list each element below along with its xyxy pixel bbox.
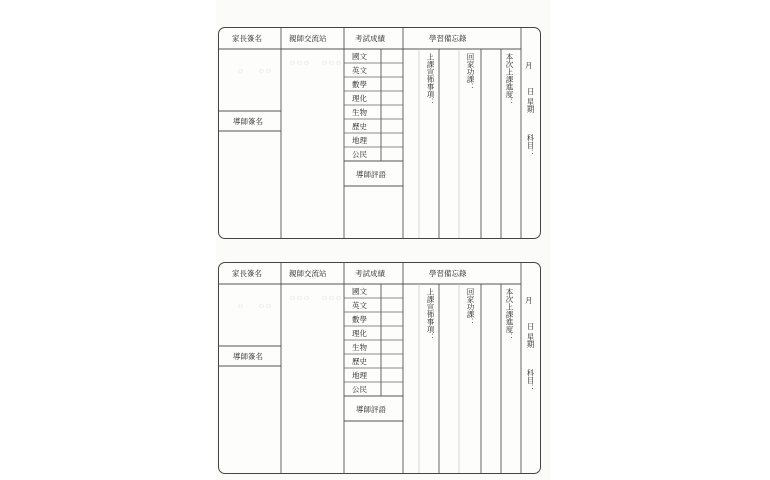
class-announcements-label: 上課宣佈事項：: [426, 288, 435, 341]
parent-signature-header: 家長簽名: [232, 269, 262, 278]
teacher-exchange-header: 親師交流站: [289, 34, 327, 43]
exam-scores-header: 考試成績: [355, 269, 385, 278]
class-progress-label: 本次上課進度：: [505, 53, 514, 106]
day-label: 日: [527, 322, 535, 331]
tutor-comment-label: 導師評語: [356, 170, 386, 179]
month-label: 月: [525, 61, 533, 70]
learning-memo-header: 學習備忘錄: [429, 34, 467, 43]
weekday-label: 星期: [526, 333, 535, 348]
tutor-signature-label: 導師簽名: [233, 117, 263, 126]
daily-record-card-1: [218, 27, 541, 239]
subject-math: 數學: [352, 80, 367, 89]
month-label: 月: [525, 296, 533, 305]
teacher-exchange-header: 親師交流站: [289, 269, 327, 278]
bleed-through-marks: ｏｏｏ: [289, 59, 310, 67]
bleed-through-marks: ｏｏｏ: [321, 59, 342, 67]
subject-civics: 公民: [352, 150, 367, 159]
bleed-through-marks: ｏ ｏｏ: [237, 302, 272, 310]
subject-english: 英文: [352, 66, 367, 75]
tutor-comment-label: 導師評語: [356, 405, 386, 414]
subject-english: 英文: [352, 301, 367, 310]
subject-biology: 生物: [352, 343, 367, 352]
subject-history: 歷史: [352, 357, 367, 366]
daily-record-card-2: [218, 262, 541, 474]
grid-lines: [219, 28, 541, 239]
learning-memo-header: 學習備忘錄: [429, 269, 467, 278]
grid-lines: [219, 263, 541, 474]
subject-history: 歷史: [352, 122, 367, 131]
exam-scores-header: 考試成績: [355, 34, 385, 43]
subject-geography: 地理: [352, 136, 367, 145]
subject-field-label: 科目：: [526, 134, 535, 157]
subject-physics-chemistry: 理化: [352, 329, 367, 338]
subject-physics-chemistry: 理化: [352, 94, 367, 103]
class-progress-label: 本次上課進度：: [505, 288, 514, 341]
bleed-through-marks: ｏｏｏ: [321, 294, 342, 302]
subject-math: 數學: [352, 315, 367, 324]
subject-field-label: 科目：: [526, 369, 535, 392]
subject-civics: 公民: [352, 385, 367, 394]
homework-label: 回家功課：: [466, 53, 475, 91]
subject-biology: 生物: [352, 108, 367, 117]
tutor-signature-label: 導師簽名: [233, 352, 263, 361]
class-announcements-label: 上課宣佈事項：: [426, 53, 435, 106]
weekday-label: 星期: [526, 98, 535, 113]
subject-chinese: 國文: [352, 52, 367, 61]
parent-signature-header: 家長簽名: [232, 34, 262, 43]
bleed-through-marks: ｏｏｏ: [289, 294, 310, 302]
day-label: 日: [527, 87, 535, 96]
subject-chinese: 國文: [352, 287, 367, 296]
homework-label: 回家功課：: [466, 288, 475, 326]
bleed-through-marks: ｏ ｏｏ: [237, 67, 272, 75]
subject-geography: 地理: [352, 371, 367, 380]
